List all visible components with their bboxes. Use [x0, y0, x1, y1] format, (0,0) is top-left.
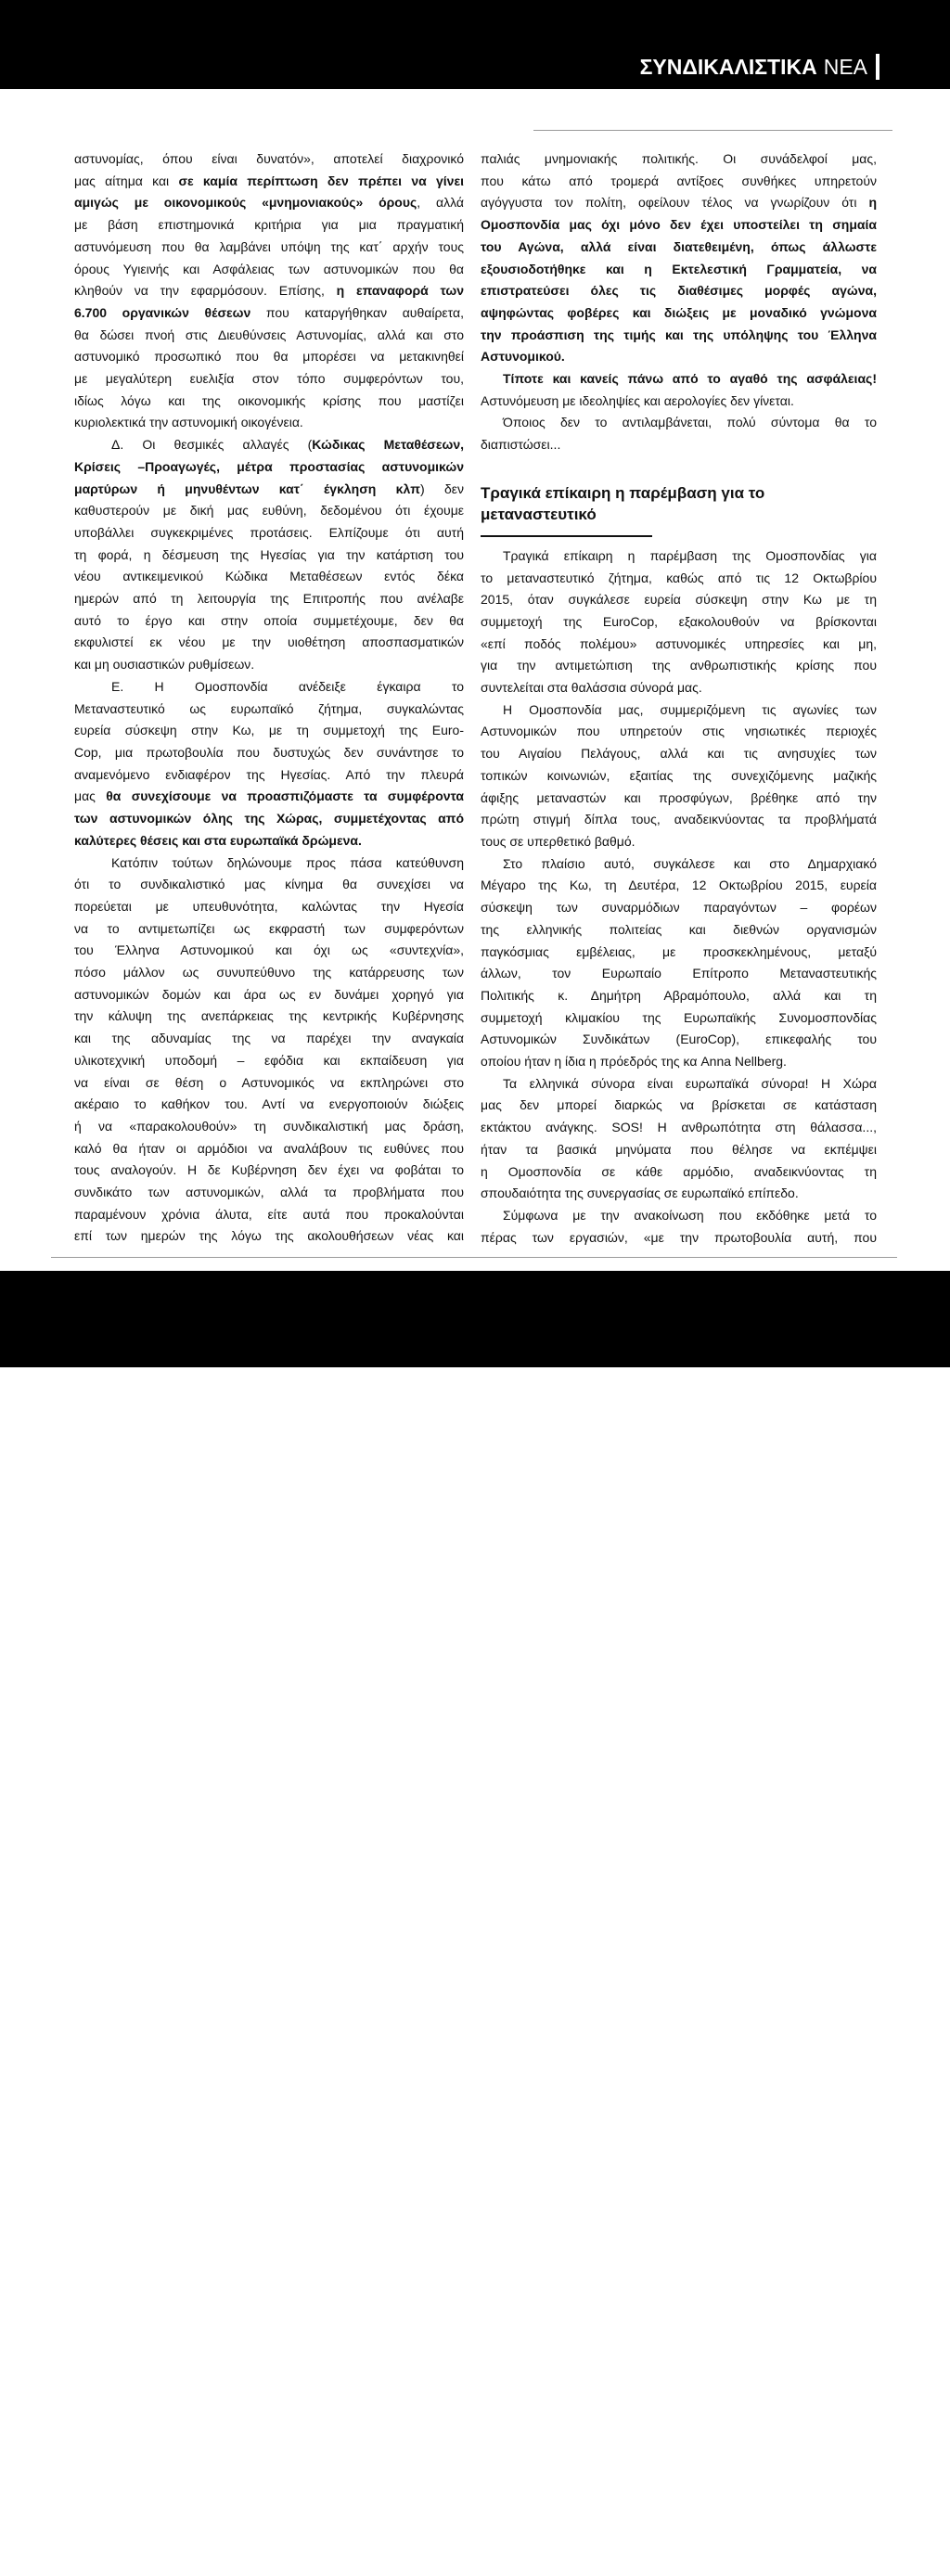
text-line: πόσο μάλλον ως συνυπεύθυνο της κατάρρευσης των: [74, 965, 464, 980]
text-line: συνδικάτο των αστυνομικών, αλλά τα προβλήματα που: [74, 1185, 464, 1200]
text-line: [74, 302, 464, 325]
text-line: ή να «παρακολουθούν» τη συνδικαλιστική μας δράση,: [74, 1118, 464, 1134]
text-line: ευρεία σύσκεψη στην Κω, με τη συμμετοχή της Euro-: [74, 723, 464, 738]
text-line: ακέραιο το καθήκον του. Αντί να ενεργοποιούν διώξεις: [74, 1096, 464, 1112]
text-line: συμμετοχή κλιμακίου της Ευρωπαϊκής Συνομοσπονδίας: [481, 1009, 877, 1025]
bold-text-run: Αστυνομικού.: [481, 349, 565, 365]
text-run: κληθούν να την εφαρμόσουν. Επίσης,: [74, 283, 337, 299]
issue-date: ΝΟΕΜΒΡΙΟΣ-ΔΕΚΕΜΒΡΙΟΣ 2015: [437, 2557, 644, 2572]
text-line: πορεύεται με υπευθυνότητα, καλώντας την Ηγεσία: [74, 898, 464, 914]
text-line: [74, 830, 464, 852]
text-line: [74, 192, 464, 214]
bold-text-run: Κώδικας Μεταθέσεων,: [312, 437, 464, 453]
text-line: Τραγικά επίκαιρη η παρέμβαση της Ομοσπονδίας για: [503, 547, 877, 563]
text-line: Αστυνομικών που υπηρετούν στις νησιωτικές περιοχές: [481, 724, 877, 739]
text-run: που καταργήθηκαν αυθαίρετα,: [250, 304, 464, 320]
bold-text-run: επιστρατεύσει όλες τις διαθέσιμες μορφές αγώνα,: [481, 283, 877, 299]
text-line: με βάση επιστημονικά κριτήρια για μια πραγματική: [74, 217, 464, 233]
text-line: αναμενόμενο ενδιαφέρον της Ηγεσίας. Από την πλευρά: [74, 766, 464, 782]
text-line: [74, 280, 464, 302]
bold-text-run: καλύτερες θέσεις και στα ευρωπαϊκά δρώμενα.: [74, 832, 362, 848]
heading-underline: [481, 535, 652, 537]
page-number: 93: [860, 2556, 878, 2573]
text-line: Τα ελληνικά σύνορα είναι ευρωπαϊκά σύνορα! Η Χώρα: [503, 1075, 877, 1091]
paragraph: [481, 412, 877, 455]
paragraph: [74, 676, 464, 852]
text-line: αστυνόμευση που θα λαμβάνει υπόψη της κατ΄ αρχήν τους: [74, 238, 464, 254]
text-line: παραμένουν χρόνια άλυτα, είτε αυτά που προκαλούνται: [74, 1206, 464, 1222]
text-line: αστυνομικό προσωπικό που θα μπορέσει να μετακινηθεί: [74, 349, 464, 365]
text-line: άλλων, τον Ευρωπαίο Επίτροπο Μεταναστευτικής: [481, 966, 877, 981]
paragraph: [481, 853, 877, 1073]
text-line: τους αναλογούν. Η δε Κυβέρνηση δεν έχει να φοβάται το: [74, 1162, 464, 1178]
text-line: Κατόπιν τούτων δηλώνουμε προς πάσα κατεύθυνση: [111, 854, 464, 870]
text-line: το μεταναστευτικό ζήτημα, καθώς από τις 12 Οκτωβρίου: [481, 570, 877, 585]
right-text-column: [481, 148, 877, 1249]
text-line: του Αιγαίου Πελάγους, αλλά και τις ανησυχίες των: [481, 746, 877, 762]
paragraph: [481, 1073, 877, 1205]
text-line: για την αντιμετώπιση της ανθρωπιστικής κρίσης που: [481, 658, 877, 673]
text-line: όρους Υγιεινής και Ασφάλειας των αστυνομικών που θα: [74, 261, 464, 276]
bold-text-run: θα συνεχίσουμε να προασπιζόμαστε τα συμφέροντα: [106, 788, 464, 804]
text-line: [481, 346, 877, 368]
text-line: θα δώσει πνοή στις Διευθύνσεις Αστυνομίας, αλλά και στο: [74, 327, 464, 342]
text-line: σπουδαιότητα της συνεργασίας σε ευρωπαϊκό επίπεδο.: [481, 1185, 799, 1201]
section-header: [640, 52, 879, 82]
text-line: να είναι σε θέση ο Αστυνομικός να εκπληρώνει στο: [74, 1074, 464, 1090]
text-line: Αστυνόμευση με ιδεοληψίες και αερολογίες δεν γίνεται.: [481, 392, 794, 408]
text-line: καλό θα ήταν οι αρμόδιοι να αναλάβουν τις ευθύνες που: [74, 1140, 464, 1156]
paragraph: [481, 545, 877, 699]
text-line: του Έλληνα Αστυνομικού και όχι ως «συντεχνία»,: [74, 942, 464, 958]
bold-text-run: σε καμία περίπτωση δεν πρέπει να γίνει: [178, 173, 464, 188]
text-line: και της αδυναμίας της να παρέχει την αναγκαία: [74, 1031, 464, 1046]
paragraph: [481, 368, 877, 412]
text-line: [481, 280, 877, 302]
text-line: που κάτω από τρομερά αντίξοες συνθήκες υπηρετούν: [481, 173, 877, 188]
text-line: συμμετοχή της EuroCop, εξακολουθούν να βρίσκονται: [481, 613, 877, 629]
text-line: αστυνομικών δομών και άρα ως εν δυνάμει χορηγό για: [74, 986, 464, 1002]
bold-text-run: αμιγώς με οικονομικούς «μνημονιακούς» όρους: [74, 195, 417, 211]
section-heading: [481, 482, 877, 525]
text-line: παλιάς μνημονιακής πολιτικής. Οι συνάδελφοί μας,: [481, 151, 877, 166]
bold-text-run: των αστυνομικών όλης της Χώρας, συμμετέχοντας από: [74, 811, 464, 827]
text-line: Στο πλαίσιο αυτό, συγκάλεσε και στο Δημαρχιακό: [503, 855, 877, 871]
text-line: αστυνομίας, όπου είναι δυνατόν», αποτελεί διαχρονικό: [74, 151, 464, 166]
magazine-title: ΑΣΤΥΝΟΜΙΚΗ ΑΝΑΣΚΟΠΗΣΗ: [658, 2557, 846, 2572]
text-line: [481, 214, 877, 237]
right-column-intro: [481, 148, 877, 456]
text-line: 2015, όταν συγκάλεσε ευρεία σύσκεψη στην Κω με τη: [481, 592, 877, 608]
text-line: [74, 434, 464, 456]
text-line: «επί ποδός πολέμου» αστυνομικές υπηρεσίες και μη,: [481, 635, 877, 651]
bold-text-run: η επαναφορά των: [336, 283, 465, 299]
text-line: ήταν τα βασικά μηνύματα που θέλησε να εκπέμψει: [481, 1141, 877, 1157]
text-line: την κάλυψη της ανεπάρκειας της κεντρικής Κυβέρνησης: [74, 1008, 464, 1024]
text-line: Μεταναστευτικό ως ευρωπαϊκό ζήτημα, συγκαλώντας: [74, 700, 464, 716]
bold-text-run: αψηφώντας φοβέρες και διώξεις με μοναδικό γνώμονα: [481, 304, 877, 320]
bold-text-run: εξουσιοδοτήθηκε και η Εκτελεστική Γραμματεία, να: [481, 261, 877, 276]
text-line: Η Ομοσπονδία μας, συμμεριζόμενη τις αγωνίες των: [503, 701, 877, 717]
text-line: Όποιος δεν το αντιλαμβάνεται, πολύ σύντομα θα το: [503, 415, 877, 430]
paragraph: [481, 699, 877, 853]
top-rule: [533, 130, 892, 131]
text-line: τη φορά, η δέσμευση της Ηγεσίας για την κατάρτιση του: [74, 546, 464, 562]
paragraph: [74, 852, 464, 1249]
text-line: [74, 808, 464, 830]
text-line: αυτό το έργο και στην οποία συμμετέχουμε, δεν θα: [74, 612, 464, 628]
text-run: μας αίτημα και: [74, 173, 179, 188]
text-line: Αστυνομικών Συνδικάτων (EuroCop), επικεφαλής του: [481, 1032, 877, 1047]
text-line: [481, 259, 877, 281]
text-line: [74, 456, 464, 479]
text-line: μας δεν μπορεί διαρκώς να βρίσκεται σε κατάσταση: [481, 1097, 877, 1113]
section-title-light: ΝΕΑ: [823, 54, 867, 79]
text-line: κυριολεκτικά την αστυνομική οικογένεια.: [74, 415, 303, 430]
text-line: Ε. Η Ομοσπονδία ανέδειξε έγκαιρα το: [111, 678, 464, 694]
section-heading-line: μεταναστευτικό: [481, 505, 597, 523]
page-header-band: [0, 0, 950, 89]
text-line: εκτάκτου ανάγκης. SOS! Η ανθρωπότητα στη θάλασσα...,: [481, 1120, 877, 1135]
page-footer: [437, 2554, 878, 2576]
text-line: [481, 368, 877, 391]
text-line: άφιξης μεταναστών και προσφύγων, βρέθηκε από την: [481, 789, 877, 805]
text-line: [481, 325, 877, 347]
text-line: διαπιστώσει...: [481, 437, 561, 453]
header-separator-bar: [876, 54, 879, 80]
paragraph: [481, 1205, 877, 1249]
text-run: μας: [74, 788, 107, 804]
bold-text-run: την προάσπιση της τιμής και της υπόληψης του Έλληνα: [481, 327, 877, 342]
bold-text-run: η: [868, 195, 877, 211]
text-line: επί των ημερών της λόγω της ακολουθήσεων νέας και: [74, 1228, 464, 1244]
text-line: πέρας των εργασιών, «με την πρωτοβουλία αυτή, που: [481, 1229, 877, 1245]
text-run: ) δεν: [419, 481, 464, 496]
text-line: Σύμφωνα με την ανακοίνωση που εκδόθηκε μετά το: [503, 1207, 877, 1223]
bold-text-run: Ομοσπονδία μας όχι μόνο δεν έχει υποστείλει τη σημαία: [481, 217, 877, 233]
text-line: σύσκεψη των συναρμόδιων παραγόντων – φορέων: [481, 900, 877, 916]
text-line: [481, 192, 877, 214]
page-footer-band: [0, 1271, 950, 2573]
text-run: , αλλά: [417, 195, 464, 211]
footer-separator-bar: [852, 2558, 854, 2572]
bold-text-run: 6.700 οργανικών θέσεων: [74, 304, 251, 320]
text-line: να το αντιμετωπίζει ως εκφραστή των συμφερόντων: [74, 920, 464, 936]
text-line: υποβάλλει συγκεκριμένες προτάσεις. Ελπίζουμε ότι αυτή: [74, 524, 464, 540]
text-line: ότι το συνδικαλιστικό μας κίνημα θα συνεχίσει να: [74, 877, 464, 892]
text-line: ιδίως λόγω και της οικονομικής κρίσης που μαστίζει: [74, 392, 464, 408]
left-text-column: [74, 148, 464, 1248]
text-line: συντελείται στα θαλάσσια σύνορά μας.: [481, 680, 702, 696]
text-line: η Ομοσπονδία σε κάθε αρμόδιο, αναδεικνύοντας τη: [481, 1163, 877, 1179]
section-heading-line: Τραγικά επίκαιρη η παρέμβαση για το: [481, 483, 765, 502]
text-line: παγκόσμιας εμβέλειας, με προσκεκλημένους, μεταξύ: [481, 943, 877, 959]
text-line: νέου αντικειμενικού Κώδικα Μεταθέσεων εντός δέκα: [74, 569, 464, 584]
text-line: της ελληνικής πολιτείας και διεθνών οργανισμών: [481, 921, 877, 937]
text-line: [481, 302, 877, 325]
paragraph: [481, 148, 877, 368]
text-run: αγόγγυστα τον πολίτη, οφείλουν τέλος να γνωρίζουν ότι: [481, 195, 869, 211]
text-line: πρώτη στιγμή δίπλα τους, αναδεικνύοντας τα προβλήματά: [481, 812, 877, 827]
bottom-rule: [51, 1257, 897, 1258]
text-line: Cop, μια πρωτοβουλία που δυστυχώς δεν συνάντησε το: [74, 744, 464, 760]
text-line: με μεγαλύτερη ευελιξία στον τόπο συμφερόντων του,: [74, 371, 464, 387]
bold-text-run: του Αγώνα, αλλά είναι διατεθειμένη, όπως άλλωστε: [481, 238, 877, 254]
text-line: [481, 237, 877, 259]
text-line: τοπικών κοινωνιών, εξαιτίας της συνεχιζόμενης μαζικής: [481, 767, 877, 783]
text-line: οποίου ήταν η ίδια η πρόεδρός της κα Anna Nellberg.: [481, 1054, 787, 1070]
text-line: υλικοτεχνική υποδομή – εφόδια και εκπαίδευση για: [74, 1052, 464, 1068]
text-line: εκφυλιστεί εκ νέου με την υιοθέτηση αποσπασματικών: [74, 634, 464, 650]
text-line: [74, 786, 464, 808]
bold-text-run: μαρτύρων ή μηνυθέντων κατ΄ έγκληση κλπ: [74, 481, 420, 496]
text-line: και μη ουσιαστικών ρυθμίσεων.: [74, 657, 255, 673]
footer-separator-bar: [650, 2558, 652, 2572]
right-column-article: [481, 545, 877, 1250]
paragraph: [74, 434, 464, 676]
text-line: Πολιτικής κ. Δημήτρη Αβραμόπουλο, αλλά και τη: [481, 987, 877, 1003]
text-line: [74, 171, 464, 193]
bold-text-run: Τίποτε και κανείς πάνω από το αγαθό της ασφάλειας!: [503, 371, 877, 387]
text-line: τους σε υπερθετικό βαθμό.: [481, 833, 635, 849]
text-run: Δ. Οι θεσμικές αλλαγές (: [111, 437, 313, 453]
text-line: Μέγαρο της Κω, τη Δευτέρα, 12 Οκτωβρίου 2015, ευρεία: [481, 878, 877, 893]
paragraph: [74, 148, 464, 434]
text-line: καθυστερούν με δική μας ευθύνη, δεδομένου ότι έχουμε: [74, 503, 464, 519]
section-title-bold: ΣΥΝΔΙΚΑΛΙΣΤΙΚΑ: [639, 54, 817, 79]
text-line: [74, 479, 464, 501]
bold-text-run: Κρίσεις –Προαγωγές, μέτρα προστασίας αστυνομικών: [74, 458, 464, 474]
text-line: ημερών από τη λειτουργία της Επιτροπής που ανέλαβε: [74, 591, 464, 607]
